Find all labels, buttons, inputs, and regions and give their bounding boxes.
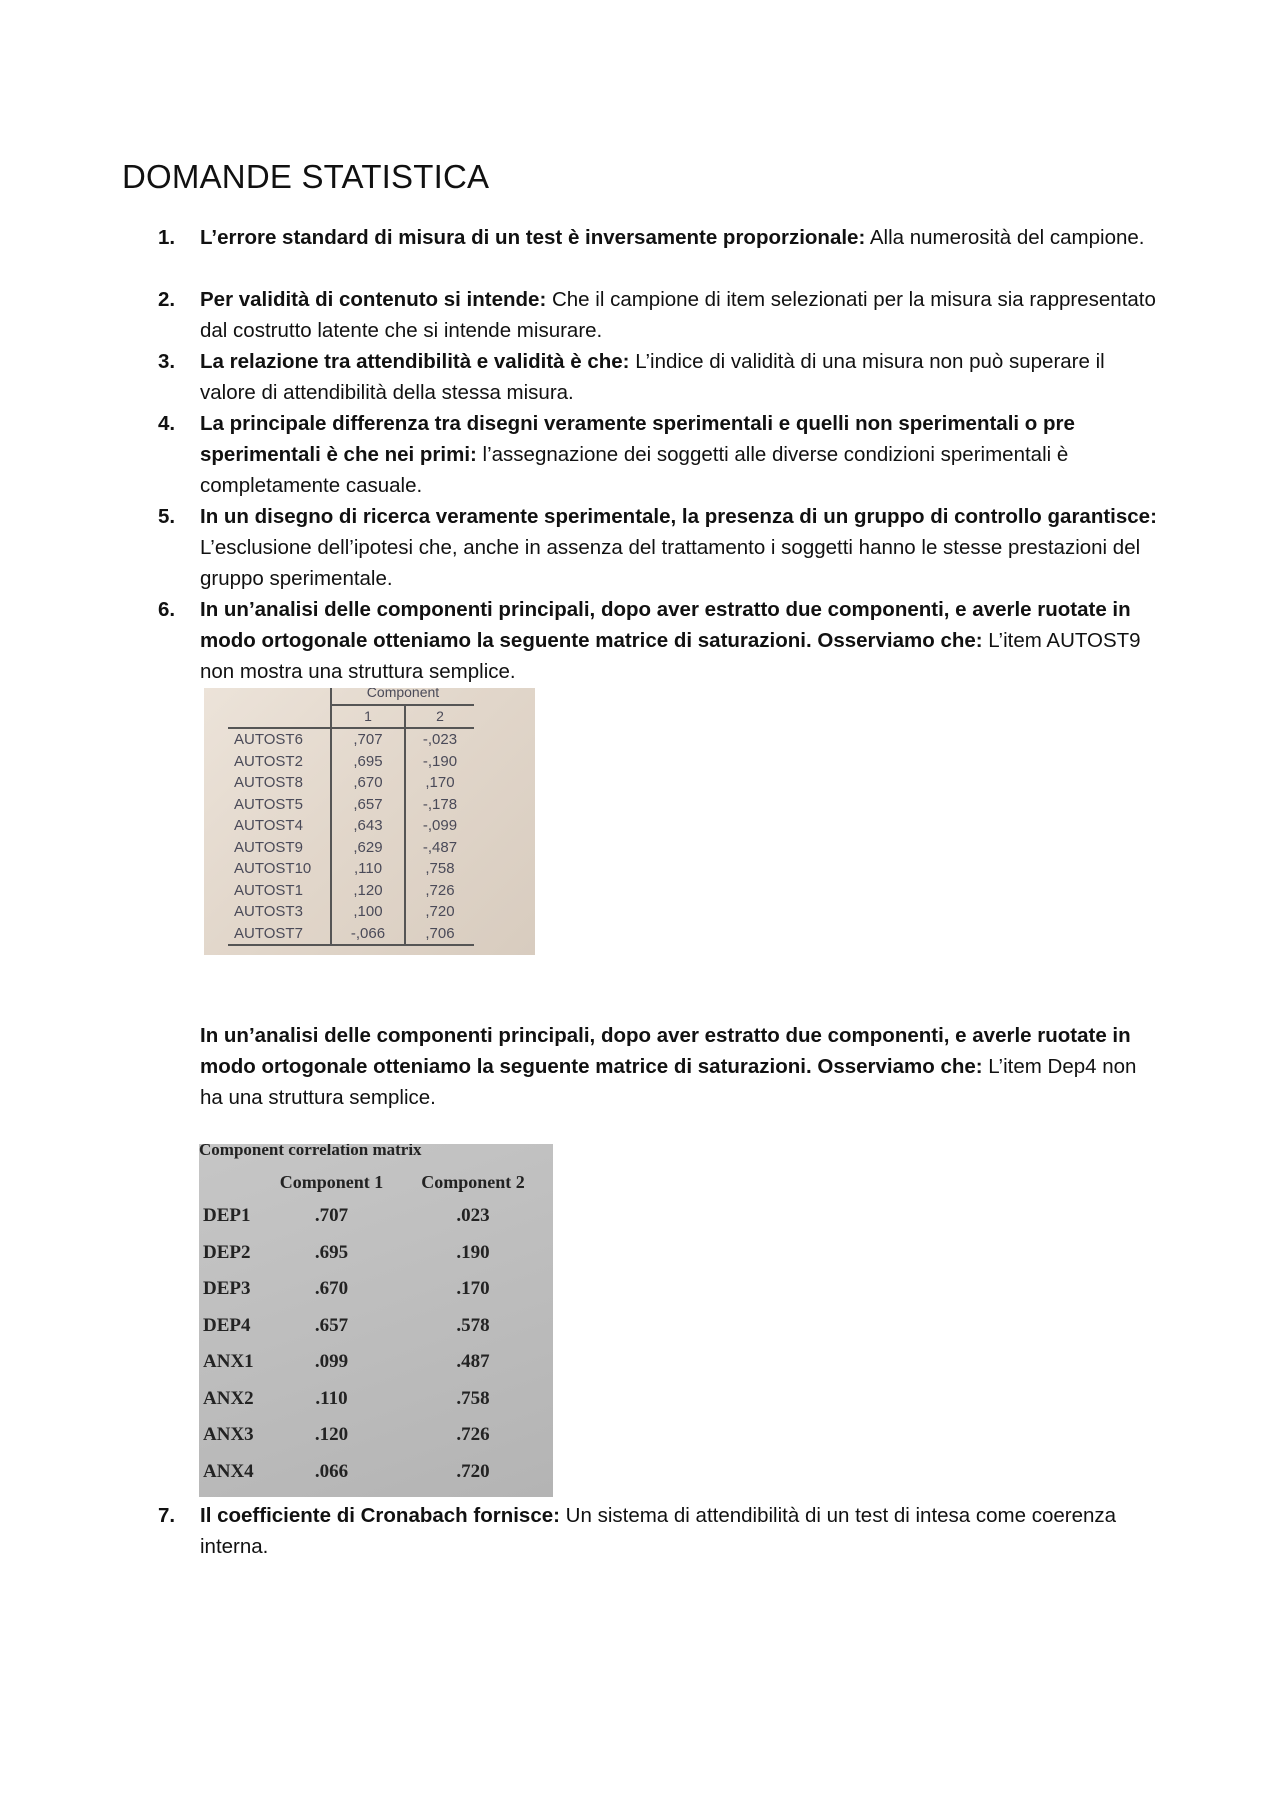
table-cell: ,670	[331, 772, 405, 794]
component-2-header: 2	[405, 705, 474, 729]
table-row	[228, 837, 474, 859]
table-cell: .670	[314, 1278, 349, 1300]
table-cell: .190	[456, 1241, 490, 1263]
table-cell: ANX1	[203, 1351, 254, 1373]
question-number: 3.	[158, 350, 176, 373]
table-cell: ,120	[331, 880, 405, 902]
table-row	[228, 815, 474, 837]
table-cell: AUTOST6	[228, 728, 331, 751]
component-matrix-table-2	[203, 1166, 548, 1490]
table-cell: ,720	[425, 903, 455, 920]
question-4	[158, 408, 1158, 501]
table-cell: ,643	[331, 815, 405, 837]
table-cell: -,066	[331, 923, 405, 946]
question-text: Il coefficiente di Cronabach fornisce:	[200, 1504, 560, 1527]
question-6b	[158, 1020, 1158, 1113]
answer-text: L’indice di validità di una misura non può superare il valore di attendibilità della stessa misura.	[200, 350, 1105, 404]
component-header: Component	[331, 688, 474, 705]
table-cell: .578	[456, 1314, 490, 1336]
table-cell: AUTOST2	[228, 751, 331, 773]
table-cell: ,100	[331, 901, 405, 923]
table-row	[203, 1308, 548, 1345]
table-row	[203, 1417, 548, 1454]
table-row	[228, 858, 474, 880]
table-cell: ,695	[331, 751, 405, 773]
component-2-header: Component 2	[421, 1171, 525, 1192]
table-cell: .720	[456, 1460, 490, 1482]
question-number: 2.	[158, 288, 176, 311]
question-text: In un’analisi delle componenti principali, dopo aver estratto due componenti, e averle ruotate in modo ortogonale otteniamo la seguente matrice di saturazioni. Osserviamo che:	[200, 1024, 1131, 1078]
question-number: 5.	[158, 505, 176, 528]
table-cell: DEP4	[203, 1314, 251, 1336]
page-title: DOMANDE STATISTICA	[122, 158, 490, 195]
question-text: L’errore standard di misura di un test è inversamente proporzionale:	[200, 226, 866, 249]
question-7	[158, 1500, 1158, 1562]
table-row	[228, 772, 474, 794]
question-text: La principale differenza tra disegni veramente sperimentali e quelli non sperimentali o pre sperimentali è che nei primi:	[200, 412, 1075, 466]
table-cell: .695	[314, 1241, 349, 1263]
table-cell: ,758	[425, 860, 455, 877]
table-cell: -,178	[422, 795, 458, 813]
table-cell: .170	[456, 1278, 490, 1300]
component-1-header: 1	[331, 705, 405, 729]
question-number: 1.	[158, 226, 176, 249]
question-2	[158, 284, 1158, 346]
table-cell: AUTOST7	[228, 923, 331, 946]
table-cell: -,023	[422, 731, 458, 748]
question-text: Per validità di contenuto si intende:	[200, 288, 547, 311]
component-matrix-table-1	[228, 688, 474, 946]
component-1-header: Component 1	[279, 1171, 384, 1192]
table-cell: .707	[314, 1205, 349, 1227]
table-row	[203, 1271, 548, 1308]
table-cell: ,629	[331, 837, 405, 859]
table-row	[228, 794, 474, 816]
table-cell: ,726	[425, 881, 455, 899]
table-cell: -,487	[422, 838, 458, 856]
table-cell: ANX3	[203, 1424, 254, 1446]
table-cell: DEP1	[203, 1205, 251, 1227]
table-row	[228, 751, 474, 773]
table-cell: AUTOST10	[228, 858, 331, 880]
component-matrix-photo-2	[199, 1144, 553, 1497]
question-1	[158, 222, 1158, 253]
table-row	[228, 901, 474, 923]
table-cell: AUTOST8	[228, 772, 331, 794]
table-cell: AUTOST5	[228, 794, 331, 816]
question-number: 4.	[158, 412, 176, 435]
question-3	[158, 346, 1158, 408]
table-cell: DEP2	[203, 1241, 251, 1263]
question-number: 7.	[158, 1504, 176, 1527]
matrix-title: Component correlation matrix	[199, 1144, 422, 1159]
table-cell: DEP3	[203, 1278, 251, 1300]
question-5	[158, 501, 1158, 594]
table-cell: .120	[314, 1424, 349, 1446]
question-text: In un disegno di ricerca veramente sperimentale, la presenza di un gruppo di controllo garantisce:	[200, 505, 1157, 528]
table-cell: ,707	[331, 728, 405, 751]
table-cell: AUTOST4	[228, 815, 331, 837]
table-cell: ANX2	[203, 1387, 254, 1409]
table-row	[203, 1235, 548, 1272]
answer-text: L’item Dep4 non ha una struttura semplice.	[200, 1055, 1137, 1109]
table-cell: ,657	[331, 794, 405, 816]
question-text: In un’analisi delle componenti principali, dopo aver estratto due componenti, e averle ruotate in modo ortogonale otteniamo la seguente matrice di saturazioni. Osserviamo che:	[200, 598, 1131, 652]
answer-text: Che il campione di item selezionati per la misura sia rappresentato dal costrutto latente che si intende misurare.	[200, 288, 1156, 342]
table-cell: ,706	[405, 923, 474, 946]
table-row	[228, 728, 474, 751]
answer-text: Alla numerosità del campione.	[865, 226, 1145, 249]
table-cell: .110	[315, 1387, 348, 1409]
answer-text: Un sistema di attendibilità di un test di intesa come coerenza interna.	[200, 1504, 1117, 1558]
table-row	[228, 880, 474, 902]
question-6	[158, 594, 1158, 687]
question-number: 6.	[158, 598, 176, 621]
answer-text: l’assegnazione dei soggetti alle diverse condizioni sperimentali è completamente casuale.	[200, 443, 1069, 497]
table-cell: .099	[314, 1351, 349, 1373]
component-matrix-photo-1	[204, 688, 535, 955]
table-cell: .023	[456, 1205, 490, 1227]
table-cell: -,099	[422, 817, 458, 834]
answer-text: L’esclusione dell’ipotesi che, anche in assenza del trattamento i soggetti hanno le stesse prestazioni del gruppo sperimentale.	[200, 536, 1141, 590]
table-row	[228, 923, 474, 946]
table-cell: ,110	[331, 858, 405, 880]
table-cell: .066	[314, 1460, 349, 1482]
table-cell: .758	[456, 1387, 490, 1409]
table-cell: -,190	[422, 752, 458, 770]
table-cell: ,170	[425, 774, 455, 791]
answer-text: L’item AUTOST9 non mostra una struttura semplice.	[200, 629, 1141, 683]
table-row	[203, 1198, 548, 1235]
table-cell: AUTOST9	[228, 837, 331, 859]
question-text: La relazione tra attendibilità e validità è che:	[200, 350, 630, 373]
table-cell: .657	[314, 1314, 349, 1336]
table-cell: .726	[456, 1424, 490, 1446]
table-row	[203, 1381, 548, 1418]
table-row	[203, 1454, 548, 1491]
table-cell: AUTOST3	[228, 901, 331, 923]
table-cell: ANX4	[203, 1460, 254, 1482]
table-cell: .487	[456, 1351, 490, 1373]
table-row	[203, 1344, 548, 1381]
table-cell: AUTOST1	[228, 880, 331, 902]
